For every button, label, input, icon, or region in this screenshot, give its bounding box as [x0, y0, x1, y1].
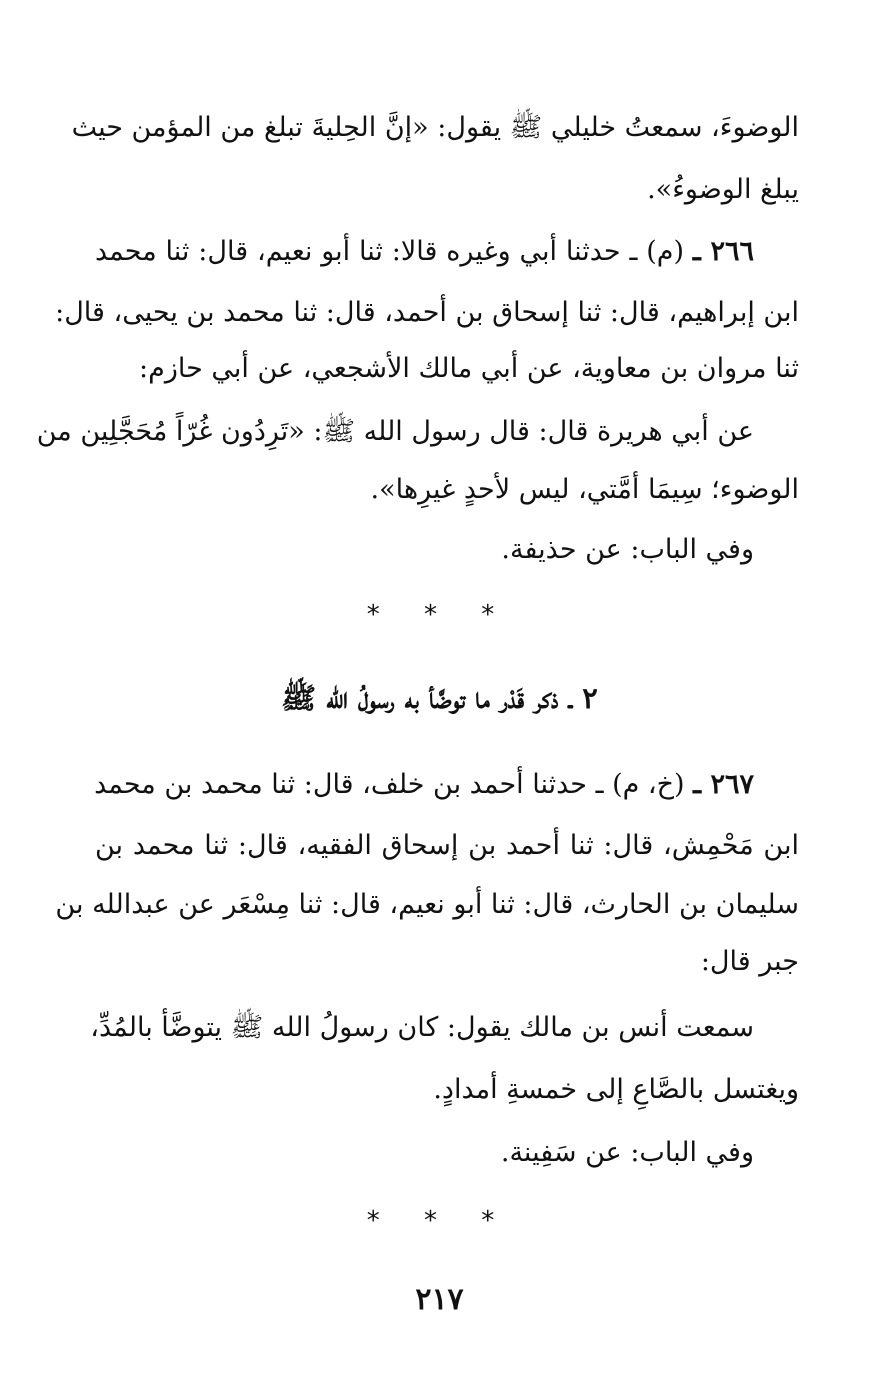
section-separator: * * *	[366, 1206, 513, 1236]
in-chapter-note: وفي الباب: عن حذيفة.	[501, 534, 754, 565]
text-line: سليمان بن الحارث، قال: ثنا أبو نعيم، قال: ثنا مِسْعَر عن عبدالله بن	[55, 889, 799, 920]
isnad-text: (م) ـ حدثنا أبي وغيره قالا: ثنا أبو نعيم، قال: ثنا محمد	[95, 236, 685, 267]
matn-line: ويغتسل بالصَّاعِ إلى خمسةِ أمدادٍ.	[433, 1074, 799, 1105]
matn-line: عن أبي هريرة قال: قال رسول الله ﷺ: «تَرِدُون غُرّاً مُحَجَّلِين من	[36, 416, 754, 447]
text-line: ابن مَحْمِش، قال: ثنا أحمد بن إسحاق الفقيه، قال: ثنا محمد بن	[95, 830, 799, 861]
text-line: الوضوءَ، سمعتُ خليلي ﷺ يقول: «إنَّ الحِليةَ تبلغ من المؤمن حيث	[71, 112, 799, 143]
text-line: ثنا مروان بن معاوية، عن أبي مالك الأشجعي، عن أبي حازم:	[139, 353, 799, 384]
text-line: ابن إبراهيم، قال: ثنا إسحاق بن أحمد، قال: ثنا محمد بن يحيى، قال:	[55, 297, 799, 328]
hadith-number: ٢٦٦ ـ	[692, 236, 754, 267]
hadith-267-isnad-line	[95, 765, 754, 805]
matn-line: سمعت أنس بن مالك يقول: كان رسولُ الله ﷺ يتوضَّأ بالمُدِّ،	[90, 1012, 754, 1043]
text-line: جبر قال:	[700, 946, 799, 977]
chapter-heading: ٢ ـ ذكر قَدْر ما توضَّأ به رسولُ الله ﷺ	[281, 681, 598, 715]
isnad-text: (خ، م) ـ حدثنا أحمد بن خلف، قال: ثنا محمد بن محمد	[94, 769, 685, 800]
matn-line: الوضوء؛ سِيمَا أمَّتي، ليس لأحدٍ غيرِها».	[370, 474, 799, 505]
page-number: ٢١٧	[415, 1282, 464, 1317]
section-separator: * * *	[366, 600, 513, 630]
hadith-number: ٢٦٧ ـ	[693, 769, 754, 800]
text-line: يبلغ الوضوءُ».	[647, 174, 799, 205]
hadith-266-isnad-line	[95, 232, 754, 272]
in-chapter-note: وفي الباب: عن سَفِينة.	[500, 1137, 754, 1168]
